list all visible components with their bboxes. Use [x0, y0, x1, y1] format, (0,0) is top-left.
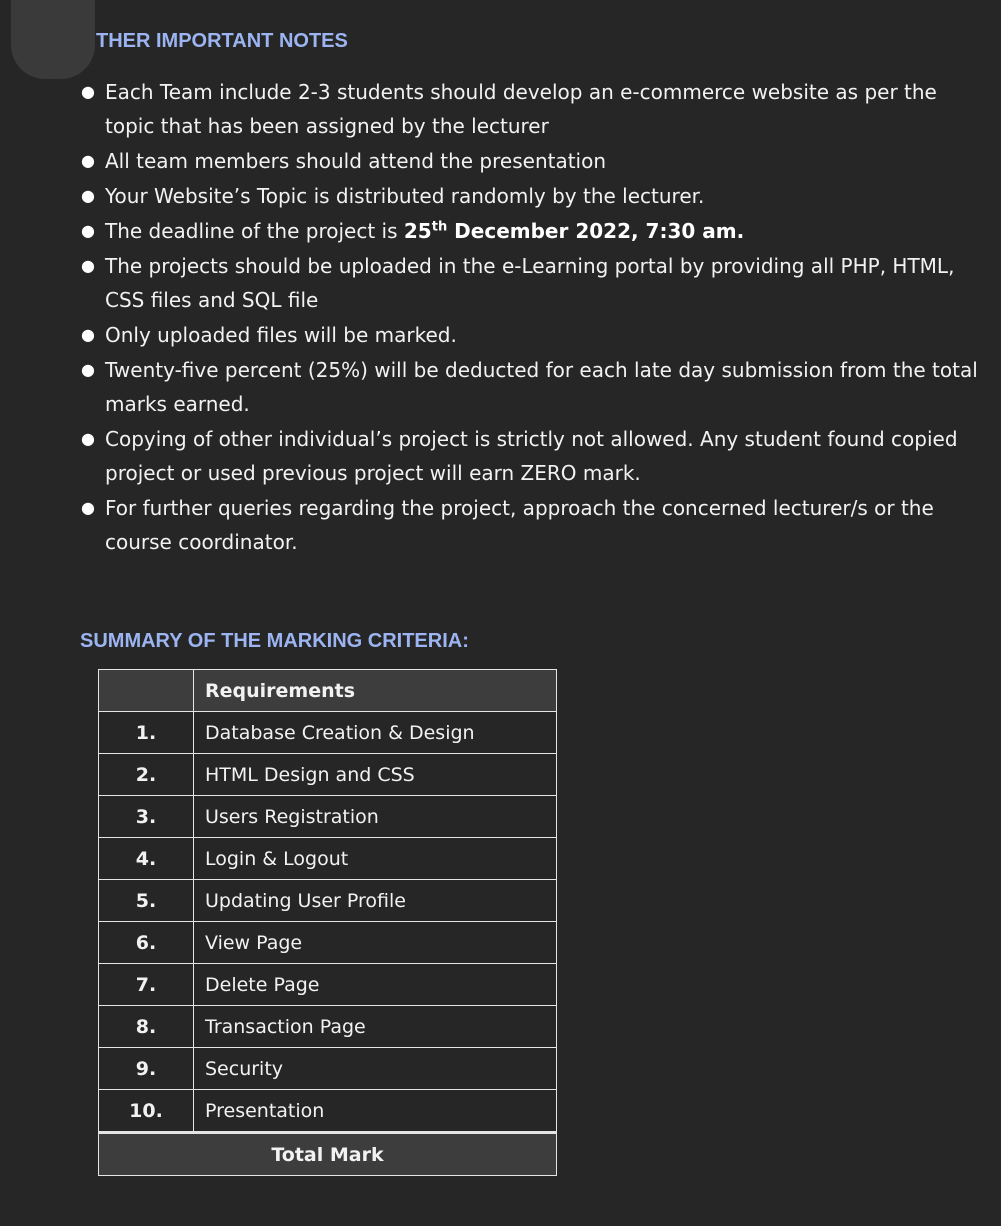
row-number: 5. — [99, 880, 194, 922]
marking-criteria-table — [98, 669, 557, 1176]
table-row — [99, 796, 557, 838]
row-requirement: Security — [194, 1048, 557, 1090]
table-row — [99, 838, 557, 880]
table-row — [99, 1048, 557, 1090]
note-item-attendance: ● All team members should attend the presentation — [80, 144, 985, 178]
row-requirement: Updating User Profile — [194, 880, 557, 922]
notes-heading: THER IMPORTANT NOTES — [96, 30, 348, 52]
note-item-deadline — [80, 214, 985, 248]
scroll-handle[interactable] — [11, 0, 95, 79]
note-item-queries: ● For further queries regarding the project, approach the concerned lecturer/s or the course coordinator. — [80, 491, 985, 559]
table-row — [99, 880, 557, 922]
row-number: 4. — [99, 838, 194, 880]
deadline-day: 25 — [403, 219, 432, 243]
deadline-day-suffix: th — [431, 219, 448, 235]
header-requirements-cell: Requirements — [194, 670, 557, 712]
table-row — [99, 1006, 557, 1048]
row-number: 8. — [99, 1006, 194, 1048]
row-requirement: Login & Logout — [194, 838, 557, 880]
deadline-prefix: The deadline of the project is — [105, 219, 404, 243]
note-item-late-penalty: ● Twenty-five percent (25%) will be deducted for each late day submission from the total marks earned. — [80, 353, 985, 421]
note-item-topic: ● Your Website’s Topic is distributed randomly by the lecturer. — [80, 179, 985, 213]
table-row — [99, 712, 557, 754]
row-number: 2. — [99, 754, 194, 796]
criteria-heading: SUMMARY OF THE MARKING CRITERIA: — [80, 630, 469, 652]
row-number: 3. — [99, 796, 194, 838]
row-requirement: Presentation — [194, 1090, 557, 1133]
row-requirement: Delete Page — [194, 964, 557, 1006]
total-row — [99, 1133, 557, 1176]
row-requirement: View Page — [194, 922, 557, 964]
row-number: 9. — [99, 1048, 194, 1090]
row-requirement: HTML Design and CSS — [194, 754, 557, 796]
row-number: 7. — [99, 964, 194, 1006]
notes-list — [80, 75, 985, 560]
table-row — [99, 964, 557, 1006]
note-item-marking: ● Only uploaded files will be marked. — [80, 318, 985, 352]
deadline-date — [404, 219, 744, 243]
row-requirement: Database Creation & Design — [194, 712, 557, 754]
table-header-row — [99, 670, 557, 712]
row-requirement: Users Registration — [194, 796, 557, 838]
row-number: 10. — [99, 1090, 194, 1133]
row-number: 1. — [99, 712, 194, 754]
table-row — [99, 754, 557, 796]
header-num-cell — [99, 670, 194, 712]
row-number: 6. — [99, 922, 194, 964]
total-mark-label: Total Mark — [99, 1133, 557, 1176]
note-item-plagiarism: ● Copying of other individual’s project is strictly not allowed. Any student found copied project or used previous project will earn ZERO mark. — [80, 422, 985, 490]
row-requirement: Transaction Page — [194, 1006, 557, 1048]
table-row — [99, 922, 557, 964]
table-row — [99, 1090, 557, 1133]
note-item-team: ● Each Team include 2-3 students should develop an e-commerce website as per the topic that has been assigned by the lecturer — [80, 75, 985, 143]
note-item-upload: ● The projects should be uploaded in the e-Learning portal by providing all PHP, HTML, CSS files and SQL file — [80, 249, 985, 317]
deadline-date-rest: December 2022, 7:30 am. — [447, 219, 745, 243]
